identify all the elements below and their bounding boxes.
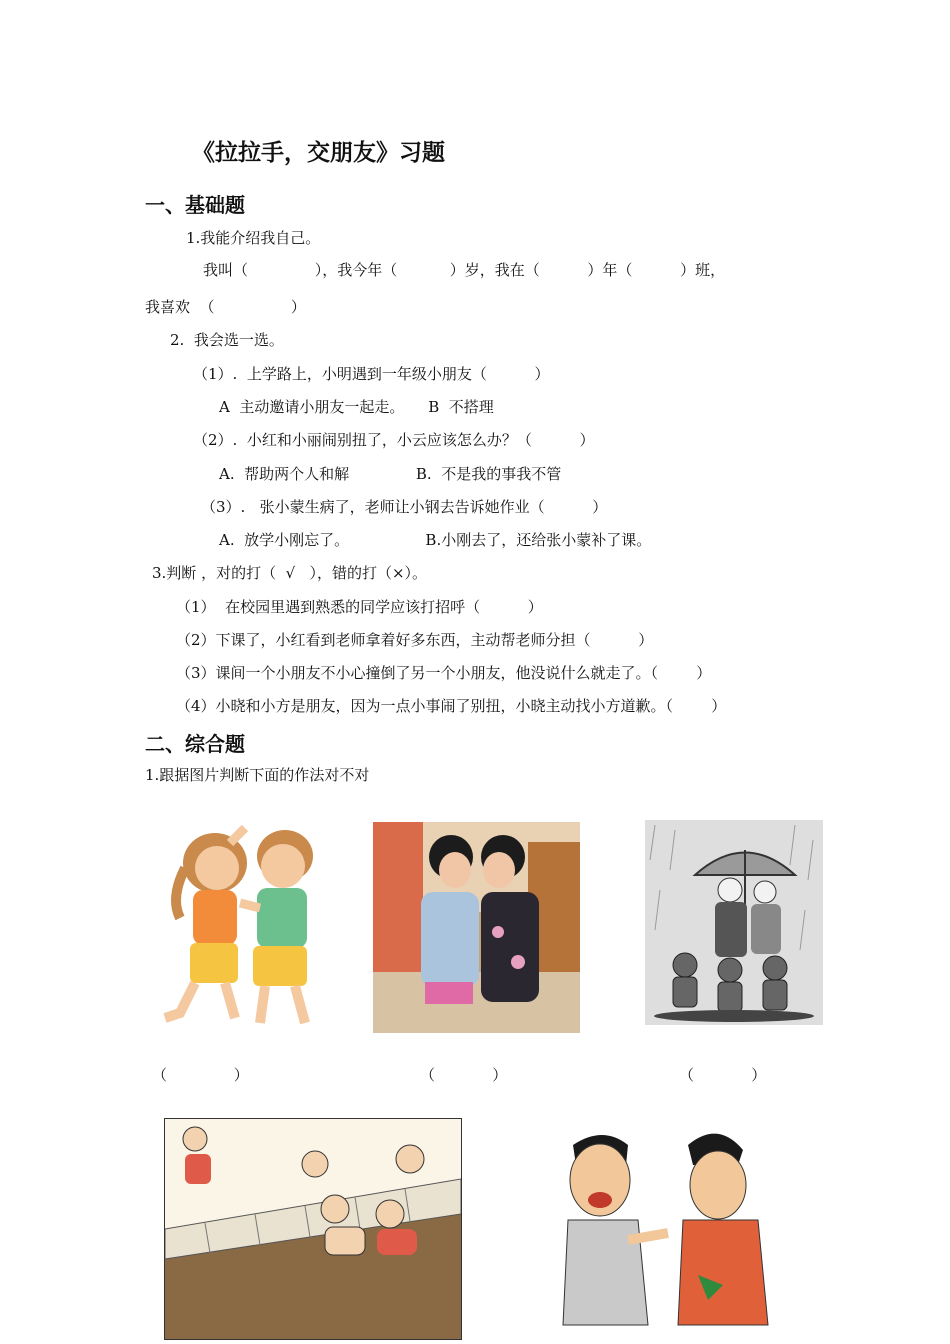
question-3-item-1: （1） 在校园里遇到熟悉的同学应该打招呼（ ） xyxy=(176,598,543,616)
question-3-item-3: （3）课间一个小朋友不小心撞倒了另一个小朋友，他没说什么就走了。（ ） xyxy=(176,664,712,682)
picture-children-fighting xyxy=(145,808,335,1033)
picture-two-girls xyxy=(373,822,580,1033)
question-1-line-2: 我喜欢 （ ） xyxy=(145,298,306,316)
answer-blank-2: （ ） xyxy=(420,1066,508,1084)
question-2-item-1: （1）. 上学路上，小明遇到一年级小朋友（ ） xyxy=(193,365,550,383)
question-2-item-2: （2）. 小红和小丽闹别扭了，小云应该怎么办？（ ） xyxy=(193,431,595,449)
answer-blank-3: （ ） xyxy=(679,1066,767,1084)
answer-blank-1: （ ） xyxy=(152,1066,249,1084)
question-1-line-1: 我叫（ ），我今年（ ）岁，我在（ ）年（ ）班， xyxy=(203,261,726,279)
question-3-item-4: （4）小晓和小方是朋友，因为一点小事闹了别扭，小晓主动找小方道歉。（ ） xyxy=(176,697,727,715)
picture-angry-boys xyxy=(548,1125,788,1340)
question-3-stem: 3.判断 ，对的打（ √ ），错的打（×）。 xyxy=(152,564,428,582)
page-title: 《拉拉手，交朋友》习题 xyxy=(192,140,445,166)
question-3-item-2: （2）下课了，小红看到老师拿着好多东西，主动帮老师分担（ ） xyxy=(176,631,654,649)
question-2-item-1-options: A 主动邀请小朋友一起走。 B 不搭理 xyxy=(219,398,494,416)
picture-umbrella-rain xyxy=(645,820,823,1025)
section-2-question-1-stem: 1.跟据图片判断下面的作法对不对 xyxy=(145,766,370,784)
question-2-item-3: （3）. 张小蒙生病了，老师让小钢去告诉她作业（ ） xyxy=(201,498,608,516)
question-1-stem: 1.我能介绍我自己。 xyxy=(186,229,321,247)
question-2-item-2-options: A. 帮助两个人和解 B. 不是我的事我不管 xyxy=(219,465,562,483)
section-heading-comprehensive: 二、综合题 xyxy=(145,732,245,756)
question-2-item-3-options: A. 放学小刚忘了。 B.小刚去了，还给张小蒙补了课。 xyxy=(219,531,652,549)
section-heading-basic: 一、基础题 xyxy=(145,193,245,217)
question-2-stem: 2. 我会选一选。 xyxy=(170,331,284,349)
picture-children-pool xyxy=(164,1118,462,1340)
